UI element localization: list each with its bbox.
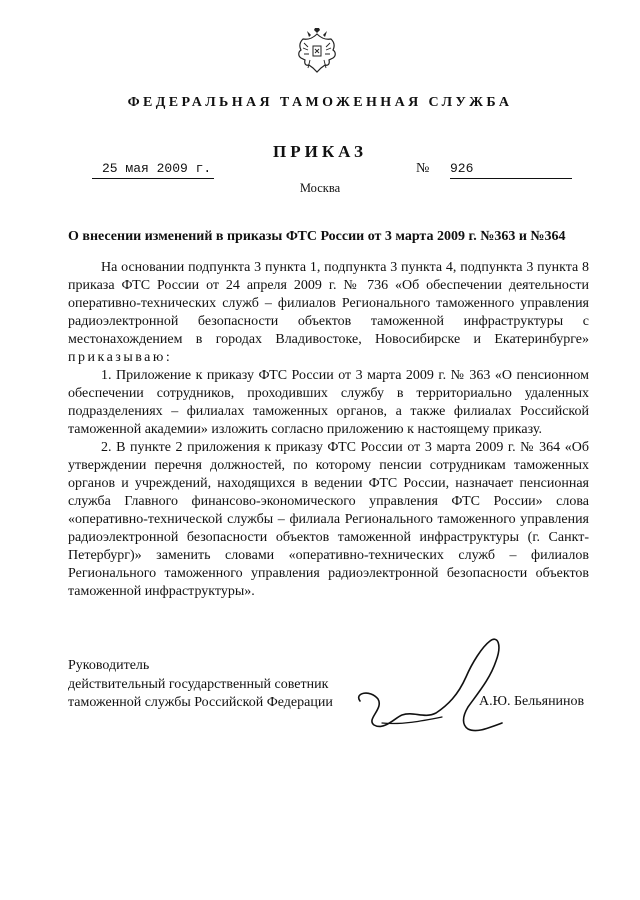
order-body — [68, 259, 589, 601]
coat-of-arms-icon — [295, 28, 339, 74]
position-line-1: Руководитель — [68, 658, 150, 673]
position-line-2: действительный государственный советник — [68, 676, 329, 692]
order-date: 25 мая 2009 г. — [92, 160, 214, 179]
order-subject: О внесении изменений в приказы ФТС России от 3 марта 2009 г. №363 и №364 — [68, 229, 566, 244]
order-number — [416, 160, 572, 179]
number-value: 926 — [450, 160, 572, 179]
intro-paragraph: На основании подпункта 3 пункта 1, подпункта 3 пункта 4, подпункта 3 пункта 8 приказа ФТС России от 24 апреля 2009 г. № 736 «Об обеспечении деятельности оперативно-технических служб – филиалов Регионального таможенного управления радиоэлектронной безопасности объектов таможенной инфраструктуры с местонахождением в городах Владивостоке, Новосибирске и Екатеринбурге» приказываю: — [68, 260, 589, 365]
item-2-paragraph: 2. В пункте 2 приложения к приказу ФТС России от 3 марта 2009 г. № 364 «Об утверждении перечня должностей, по которому пенсии сотрудникам таможенных органов и учреждений, находящихся в ведении ФТС России, назначает пенсионная служба Главного финансово-экономического управления ФТС России» слова «оперативно-технической службы – филиала Регионального таможенного управления радиоэлектронной безопасности объектов таможенной инфраструктуры (г. Санкт-Петербург)» заменить словами «оперативно-технических служб – филиалов Регионального таможенного управления радиоэлектронной безопасности объектов таможенной инфраструктуры». — [68, 440, 589, 599]
document-type: ПРИКАЗ — [273, 142, 367, 161]
intro-text: На основании подпункта 3 пункта 1, подпункта 3 пункта 4, подпункта 3 пункта 8 приказа ФТС России от 24 апреля 2009 г. № 736 «Об обеспечении деятельности оперативно-технических служб – филиалов Регионального таможенного управления радиоэлектронной безопасности объектов таможенной инфраструктуры с местонахождением в городах Владивостоке, Новосибирске и Екатеринбурге» — [68, 260, 589, 347]
number-sign: № — [416, 161, 430, 176]
position-line-3: таможенной службы Российской Федерации — [68, 695, 333, 710]
signer-position — [68, 657, 333, 713]
agency-name: ФЕДЕРАЛЬНАЯ ТАМОЖЕННАЯ СЛУЖБА — [127, 95, 513, 110]
order-word: приказываю — [68, 350, 166, 365]
city: Москва — [299, 181, 341, 195]
item-1-paragraph: 1. Приложение к приказу ФТС России от 3 марта 2009 г. № 363 «О пенсионном обеспечении сотрудников, проходивших службу в территориально удаленных подразделениях – филиалах таможенных органов, а также филиалах Российской таможенной академии» изложить согласно приложению к настоящему приказу. — [68, 368, 589, 437]
signer-name: А.Ю. Бельянинов — [479, 694, 585, 709]
handwritten-signature — [352, 633, 522, 748]
